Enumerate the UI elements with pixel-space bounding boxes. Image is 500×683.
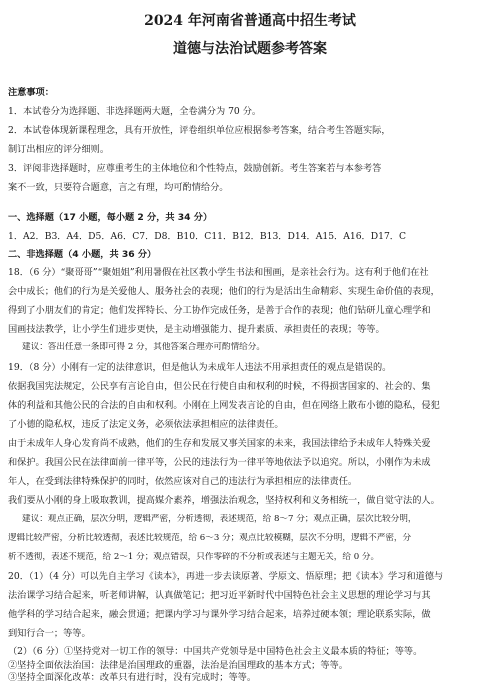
note-line: 案不一致，只要符合题意，言之有理，均可酌情给分。 [8,182,229,193]
answer-line: 了小德的隐私权，违反了法定义务，必须依法承担相应的法律责任。 [8,419,284,430]
scoring-note: 建议：答出任意一条即可得 2 分，其他答案合理亦可酌情给分。 [22,342,265,352]
answer-line: 由于未成年人身心发育尚不成熟，他们的生存和发展又事关国家的未来，我国法律给予未成年人特殊关爱 [8,438,431,449]
answer-line: 会中成长；他们的行为是关爱他人、服务社会的表现；他们的行为是活出生命精彩、实现生命价值的表现， [8,286,440,297]
notes-heading: 注意事项： [8,87,54,98]
answer-line: 19．（8 分）小刚有一定的法律意识，但是他认为未成年人违法不用承担责任的观点是错误的。 [8,362,392,373]
scoring-note: 建议：观点正确，层次分明，逻辑严密，分析透彻，表述规范，给 8～7 分；观点正确，层次比较分明， [22,514,417,524]
note-line: 制订出相应的评分细则。 [8,144,110,155]
answer-line: 体的利益和其他公民的合法的自由和权利。小刚在上网发表言论的自由，但在网络上散布小德的隐私，侵犯 [8,400,440,411]
section2-heading: 二、非选择题（4 小题，共 36 分） [8,249,157,260]
answer-line: 依据我国宪法规定，公民享有言论自由，但公民在行使自由和权利的时候，不得损害国家的、社会的、集 [8,381,431,392]
answer-line: 年人，在受到法律特殊保护的同时，依然应该对自己的违法行为承担相应的法律责任。 [8,476,358,487]
answer-line: 和保护。我国公民在法律面前一律平等，公民的违法行为一律平等地依法予以追究。所以，小刚作为未成 [8,457,431,468]
answer-line: 他学科的学习结合起来，融会贯通；把课内学习与课外学习结合起来，培养过硬本领；理论联系实际，做 [8,609,431,620]
answer-line: （2）（6 分）①坚持党对一切工作的领导：中国共产党领导是中国特色社会主义最本质的特征；等等。 [8,646,423,657]
scoring-note: 析不透彻，表述不规范，给 2～1 分；观点错误，只作零碎的不分析或表述与主题无关，给 0 分。 [8,552,380,562]
answer-line: 我们要从小刚的身上吸取教训，提高媒介素养，增强法治观念，坚持权利和义务相统一，做自觉守法的人。 [8,495,440,506]
section1-heading: 一、选择题（17 小题，每小题 2 分，共 34 分） [8,212,213,223]
scoring-note: 逻辑比较严密，分析比较透彻，表述比较规范，给 6～3 分；观点比较模糊，层次不分明，逻辑不严密，分 [8,533,412,543]
choice-answers: 1．A2．B3．A4．D5．A6．C7．D8．B10．C11．B12．B13．D14．A15．A16．D17．C [8,231,407,242]
answer-line: 18．（6 分）“聚哥哥”“聚姐姐”利用暑假在社区教小学生书法和围画，是亲社会行为。这有利于他们在社 [8,267,429,278]
answer-line: 20．（1）（4 分）可以先自主学习《读本》，再进一步去读原著、学原文、悟原理；把《读本》学习和道德与 [8,571,444,582]
answer-line: 法治课学习结合起来，听老师讲解，认真做笔记；把习近平新时代中国特色社会主义思想的理论学习与其 [8,590,431,601]
answer-line: 到知行合一；等等。 [8,628,91,639]
note-line: 1．本试卷分为选择题、非选择题两大题，全卷满分为 70 分。 [8,106,262,117]
answer-line: ③坚持全面深化改革：改革只有进行时，没有完成时；等等。 [8,672,257,683]
answer-line: 得到了小朋友们的肯定；他们发挥特长、分工协作完成任务，是善于合作的表现；他们钻研儿童心理学和 [8,305,431,316]
note-line: 3．评阅非选择题时，应尊重考生的主体地位和个性特点，鼓励创新。考生答案若与本参考答 [8,163,382,174]
page-title: 2024 年河南省普通高中招生考试 [144,13,356,29]
note-line: 2．本试卷体现新课程理念，具有开放性，评卷组织单位应根据参考答案，结合考生答题实际， [8,125,391,136]
page-subtitle: 道德与法治试题参考答案 [173,41,327,57]
answer-line: ②坚持全面依法治国：法律是治国理政的重器，法治是治国理政的基本方式；等等。 [8,660,348,671]
answer-line: 国画技法教学，让小学生们进步更快，是主动增强能力、提升素质、承担责任的表现；等等。 [8,324,385,335]
